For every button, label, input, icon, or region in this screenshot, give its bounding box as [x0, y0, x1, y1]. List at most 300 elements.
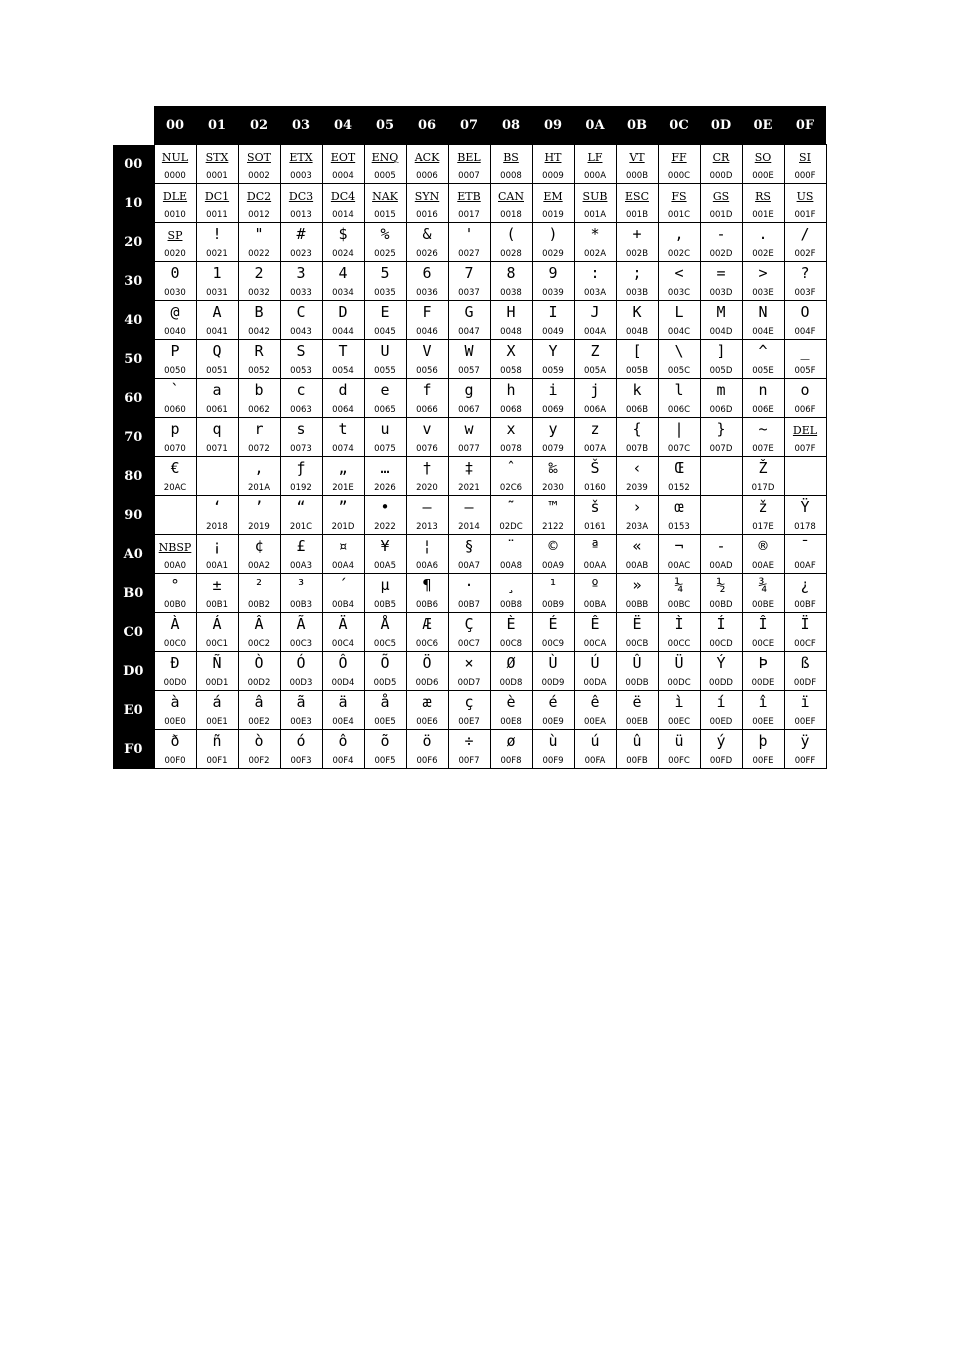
table-row — [113, 418, 826, 457]
char-cell — [574, 418, 616, 457]
char-cell — [238, 691, 280, 730]
code-point: 004A — [583, 327, 607, 337]
char-cell — [448, 301, 490, 340]
code-point: 0010 — [164, 210, 186, 220]
char-cell-content — [407, 730, 448, 768]
char-cell — [196, 730, 238, 769]
column-header-0d: 0D — [700, 106, 742, 145]
glyph: b — [254, 381, 264, 399]
row-header-60: 60 — [113, 379, 154, 418]
glyph: Ê — [590, 615, 600, 633]
char-cell-content — [281, 301, 322, 339]
control-name: NUL — [161, 151, 189, 164]
code-point: 00D1 — [205, 678, 229, 688]
char-cell — [658, 379, 700, 418]
column-header-row — [113, 106, 826, 145]
code-point: 00F2 — [248, 756, 270, 766]
char-cell-content — [701, 535, 742, 573]
glyph: é — [548, 693, 558, 711]
char-cell — [154, 145, 196, 184]
code-point: 005B — [625, 366, 649, 376]
code-point: 00AE — [751, 561, 774, 571]
code-point: 000B — [625, 171, 649, 181]
char-cell — [196, 535, 238, 574]
glyph: š — [590, 498, 600, 516]
char-cell-content — [617, 418, 658, 456]
glyph: Í — [716, 615, 726, 633]
char-cell-content — [785, 730, 826, 768]
glyph: [ — [632, 342, 642, 360]
column-header-04: 04 — [322, 106, 364, 145]
code-point: 00ED — [709, 717, 733, 727]
glyph: ” — [338, 498, 348, 516]
char-cell-content — [785, 652, 826, 690]
code-point: 0075 — [374, 444, 396, 454]
char-cell — [448, 574, 490, 613]
code-point: 00D9 — [541, 678, 565, 688]
code-point: 004C — [667, 327, 691, 337]
glyph: ` — [170, 381, 180, 399]
glyph: ä — [338, 693, 348, 711]
char-cell — [196, 652, 238, 691]
char-cell — [700, 574, 742, 613]
table-row — [113, 340, 826, 379]
char-cell-content — [575, 145, 616, 183]
code-point: 0030 — [164, 288, 186, 298]
char-cell — [742, 691, 784, 730]
code-point: 001C — [667, 210, 691, 220]
char-cell — [490, 184, 532, 223]
char-cell — [616, 652, 658, 691]
char-cell-content — [365, 145, 406, 183]
glyph: † — [422, 459, 432, 477]
code-point: 00A6 — [415, 561, 439, 571]
glyph: 1 — [212, 264, 222, 282]
undefined-cell — [700, 496, 742, 535]
glyph: ™ — [548, 498, 558, 516]
code-point: 0007 — [458, 171, 480, 181]
char-cell-content — [197, 574, 238, 612]
control-name: SI — [799, 151, 811, 164]
char-cell — [364, 652, 406, 691]
char-cell — [364, 574, 406, 613]
code-point: 00C7 — [457, 639, 481, 649]
char-cell-content — [533, 262, 574, 300]
glyph: + — [632, 225, 642, 243]
code-point: 0032 — [248, 288, 270, 298]
code-point: 00A1 — [205, 561, 229, 571]
char-cell-content — [365, 301, 406, 339]
char-cell-content — [617, 145, 658, 183]
char-cell-content — [491, 691, 532, 729]
char-cell-content — [701, 223, 742, 261]
char-cell-content — [449, 145, 490, 183]
char-cell — [616, 457, 658, 496]
char-cell-content — [365, 184, 406, 222]
glyph: Î — [758, 615, 768, 633]
char-cell — [532, 262, 574, 301]
code-point: 0018 — [500, 210, 522, 220]
char-cell — [658, 223, 700, 262]
char-cell-content — [155, 418, 196, 456]
glyph: ; — [632, 264, 642, 282]
glyph: ! — [212, 225, 222, 243]
char-cell — [322, 262, 364, 301]
char-cell — [196, 613, 238, 652]
char-cell-content — [281, 613, 322, 651]
char-cell — [364, 184, 406, 223]
char-cell-content — [449, 379, 490, 417]
char-cell — [238, 301, 280, 340]
code-point: 0023 — [290, 249, 312, 259]
char-cell-content — [449, 262, 490, 300]
glyph: S — [296, 342, 306, 360]
code-point: 004F — [794, 327, 816, 337]
char-cell-content — [407, 496, 448, 534]
char-cell — [154, 574, 196, 613]
char-cell-content — [533, 379, 574, 417]
code-point: 0031 — [206, 288, 228, 298]
glyph: 0 — [170, 264, 180, 282]
char-cell-content — [617, 340, 658, 378]
glyph: ˜ — [506, 498, 516, 516]
glyph: å — [380, 693, 390, 711]
table-body — [113, 145, 826, 769]
code-point: 003E — [752, 288, 774, 298]
char-cell — [322, 730, 364, 769]
char-cell-content — [743, 652, 784, 690]
code-point: 00B0 — [163, 600, 187, 610]
control-name: DC2 — [246, 190, 272, 203]
char-cell — [532, 613, 574, 652]
char-cell-content — [281, 145, 322, 183]
char-cell-content — [449, 340, 490, 378]
char-cell-content — [533, 535, 574, 573]
glyph: ‘ — [212, 498, 222, 516]
glyph: ð — [170, 732, 180, 750]
code-point: 0008 — [500, 171, 522, 181]
char-cell — [238, 574, 280, 613]
control-name: RS — [755, 190, 771, 203]
char-cell-content — [701, 691, 742, 729]
char-cell — [280, 145, 322, 184]
code-point: 0058 — [500, 366, 522, 376]
glyph: w — [464, 420, 474, 438]
code-point: 0005 — [374, 171, 396, 181]
code-point: 00D3 — [289, 678, 313, 688]
char-cell — [322, 613, 364, 652]
char-cell-content — [365, 691, 406, 729]
glyph: ø — [506, 732, 516, 750]
char-cell-content — [491, 184, 532, 222]
char-cell — [238, 457, 280, 496]
char-cell — [406, 223, 448, 262]
char-cell-content — [323, 730, 364, 768]
code-point: 00C5 — [373, 639, 397, 649]
char-cell — [448, 535, 490, 574]
code-point: 2013 — [416, 522, 438, 532]
code-point: 0055 — [374, 366, 396, 376]
glyph: Ÿ — [800, 498, 810, 516]
char-cell-content — [533, 145, 574, 183]
char-cell — [700, 145, 742, 184]
char-cell-content — [617, 379, 658, 417]
glyph: … — [380, 459, 390, 477]
char-cell-content — [575, 730, 616, 768]
code-point: 005E — [752, 366, 774, 376]
char-cell — [280, 691, 322, 730]
row-header-20: 20 — [113, 223, 154, 262]
char-cell-content — [407, 574, 448, 612]
code-point: 2039 — [626, 483, 648, 493]
char-cell-content — [239, 262, 280, 300]
char-cell-content — [449, 574, 490, 612]
char-cell-content — [617, 535, 658, 573]
char-cell-content — [281, 730, 322, 768]
glyph: ? — [800, 264, 810, 282]
code-point: 2018 — [206, 522, 228, 532]
char-cell-content — [575, 574, 616, 612]
code-point: 0062 — [248, 405, 270, 415]
code-point: 0041 — [206, 327, 228, 337]
code-point: 007F — [794, 444, 816, 454]
char-cell-content — [449, 613, 490, 651]
code-point: 005F — [794, 366, 816, 376]
glyph: È — [506, 615, 516, 633]
code-point: 00B5 — [373, 600, 397, 610]
char-cell — [532, 379, 574, 418]
row-header-30: 30 — [113, 262, 154, 301]
char-cell — [448, 496, 490, 535]
char-cell — [364, 301, 406, 340]
char-cell — [196, 262, 238, 301]
char-cell — [154, 340, 196, 379]
column-header-09: 09 — [532, 106, 574, 145]
char-cell — [322, 574, 364, 613]
char-cell-content — [239, 496, 280, 534]
char-cell — [742, 457, 784, 496]
code-point: 00BD — [709, 600, 733, 610]
code-point: 00CC — [667, 639, 691, 649]
char-cell-content — [575, 184, 616, 222]
code-point: 00F3 — [290, 756, 312, 766]
char-cell-content — [449, 184, 490, 222]
char-cell — [280, 301, 322, 340]
code-point: 00A7 — [457, 561, 481, 571]
char-cell-content — [365, 652, 406, 690]
char-cell-content — [197, 340, 238, 378]
control-name: HT — [544, 151, 562, 164]
column-header-0e: 0E — [742, 106, 784, 145]
code-point: 0043 — [290, 327, 312, 337]
glyph: ± — [212, 576, 222, 594]
char-cell — [784, 145, 826, 184]
glyph: ï — [800, 693, 810, 711]
char-cell-content — [659, 613, 700, 651]
code-point: 000F — [794, 171, 816, 181]
char-cell-content — [449, 418, 490, 456]
char-cell — [364, 223, 406, 262]
char-cell — [532, 730, 574, 769]
char-cell — [532, 691, 574, 730]
char-cell — [616, 223, 658, 262]
char-cell — [196, 379, 238, 418]
char-cell-content — [701, 184, 742, 222]
code-point: 0064 — [332, 405, 354, 415]
char-cell-content — [617, 457, 658, 495]
column-header-02: 02 — [238, 106, 280, 145]
char-cell — [574, 340, 616, 379]
char-cell-content — [659, 691, 700, 729]
code-point: 00E6 — [416, 717, 438, 727]
char-cell-content — [533, 613, 574, 651]
char-cell-content — [155, 262, 196, 300]
column-header-0c: 0C — [658, 106, 700, 145]
char-cell — [784, 184, 826, 223]
char-cell — [238, 223, 280, 262]
char-cell — [700, 340, 742, 379]
char-cell-content — [701, 418, 742, 456]
char-cell-content — [197, 691, 238, 729]
code-point: 00EA — [583, 717, 606, 727]
code-point: 0020 — [164, 249, 186, 259]
char-cell-content — [575, 496, 616, 534]
char-cell-content — [659, 418, 700, 456]
char-cell — [154, 730, 196, 769]
char-cell — [700, 691, 742, 730]
char-cell — [742, 730, 784, 769]
char-cell — [784, 496, 826, 535]
char-cell-content — [617, 730, 658, 768]
char-cell-content — [155, 691, 196, 729]
glyph: W — [464, 342, 474, 360]
glyph: ( — [506, 225, 516, 243]
glyph: @ — [170, 303, 180, 321]
char-cell — [658, 184, 700, 223]
char-cell — [322, 496, 364, 535]
code-point: 0067 — [458, 405, 480, 415]
char-cell — [574, 730, 616, 769]
code-point: 0022 — [248, 249, 270, 259]
glyph: Ô — [338, 654, 348, 672]
code-point: 0004 — [332, 171, 354, 181]
code-point: 0078 — [500, 444, 522, 454]
glyph: U — [380, 342, 390, 360]
code-point: 0192 — [290, 483, 312, 493]
code-point: 0051 — [206, 366, 228, 376]
glyph: â — [254, 693, 264, 711]
char-cell — [280, 457, 322, 496]
glyph: — — [464, 498, 474, 516]
code-point: 000D — [709, 171, 733, 181]
glyph: ‰ — [548, 459, 558, 477]
glyph: ò — [254, 732, 264, 750]
glyph: ) — [548, 225, 558, 243]
control-name: FF — [671, 151, 687, 164]
glyph: Ú — [590, 654, 600, 672]
code-point: 00E2 — [248, 717, 270, 727]
code-point: 00DE — [751, 678, 775, 688]
glyph: Å — [380, 615, 390, 633]
char-cell-content — [365, 574, 406, 612]
char-cell — [154, 301, 196, 340]
code-point: 00BC — [667, 600, 691, 610]
char-cell-content — [701, 730, 742, 768]
code-point: 0024 — [332, 249, 354, 259]
char-cell-content — [575, 301, 616, 339]
code-point: 00DC — [667, 678, 691, 688]
glyph: y — [548, 420, 558, 438]
char-cell — [742, 223, 784, 262]
char-cell — [532, 340, 574, 379]
char-cell-content — [239, 418, 280, 456]
char-cell-content — [743, 301, 784, 339]
code-point: 00E5 — [374, 717, 396, 727]
char-cell-content — [533, 340, 574, 378]
code-point: 00CF — [794, 639, 816, 649]
code-point: 00A5 — [373, 561, 397, 571]
control-name: BS — [503, 151, 519, 164]
char-cell-content — [155, 535, 196, 573]
glyph: À — [170, 615, 180, 633]
char-cell — [574, 223, 616, 262]
char-cell — [784, 418, 826, 457]
char-cell — [448, 652, 490, 691]
code-point: 00B2 — [247, 600, 271, 610]
glyph: ~ — [758, 420, 768, 438]
char-cell-content — [281, 262, 322, 300]
char-cell — [322, 418, 364, 457]
row-header-70: 70 — [113, 418, 154, 457]
char-cell-content — [365, 535, 406, 573]
code-point: 00A2 — [247, 561, 271, 571]
glyph: P — [170, 342, 180, 360]
glyph: _ — [800, 342, 810, 360]
glyph: ÷ — [464, 732, 474, 750]
char-cell-content — [197, 379, 238, 417]
char-cell-content — [449, 691, 490, 729]
code-point: 00B6 — [415, 600, 439, 610]
glyph: ì — [674, 693, 684, 711]
code-point: 0070 — [164, 444, 186, 454]
glyph: û — [632, 732, 642, 750]
table-row — [113, 496, 826, 535]
code-point: 00AD — [709, 561, 733, 571]
char-cell-content — [743, 574, 784, 612]
char-cell-content — [785, 496, 826, 534]
glyph: H — [506, 303, 516, 321]
table-row — [113, 535, 826, 574]
char-cell-content — [701, 262, 742, 300]
glyph: 9 — [548, 264, 558, 282]
char-cell-content — [617, 223, 658, 261]
code-point: 00B4 — [331, 600, 355, 610]
glyph: Ë — [632, 615, 642, 633]
glyph: | — [674, 420, 684, 438]
code-point: 00F5 — [374, 756, 396, 766]
glyph: µ — [380, 576, 390, 594]
code-point: 005D — [709, 366, 733, 376]
char-cell — [406, 145, 448, 184]
code-point: 0076 — [416, 444, 438, 454]
table-row — [113, 145, 826, 184]
char-cell-content — [491, 418, 532, 456]
char-cell-content — [323, 613, 364, 651]
glyph: C — [296, 303, 306, 321]
char-cell-content — [701, 145, 742, 183]
glyph: 7 — [464, 264, 474, 282]
char-cell-content — [155, 574, 196, 612]
